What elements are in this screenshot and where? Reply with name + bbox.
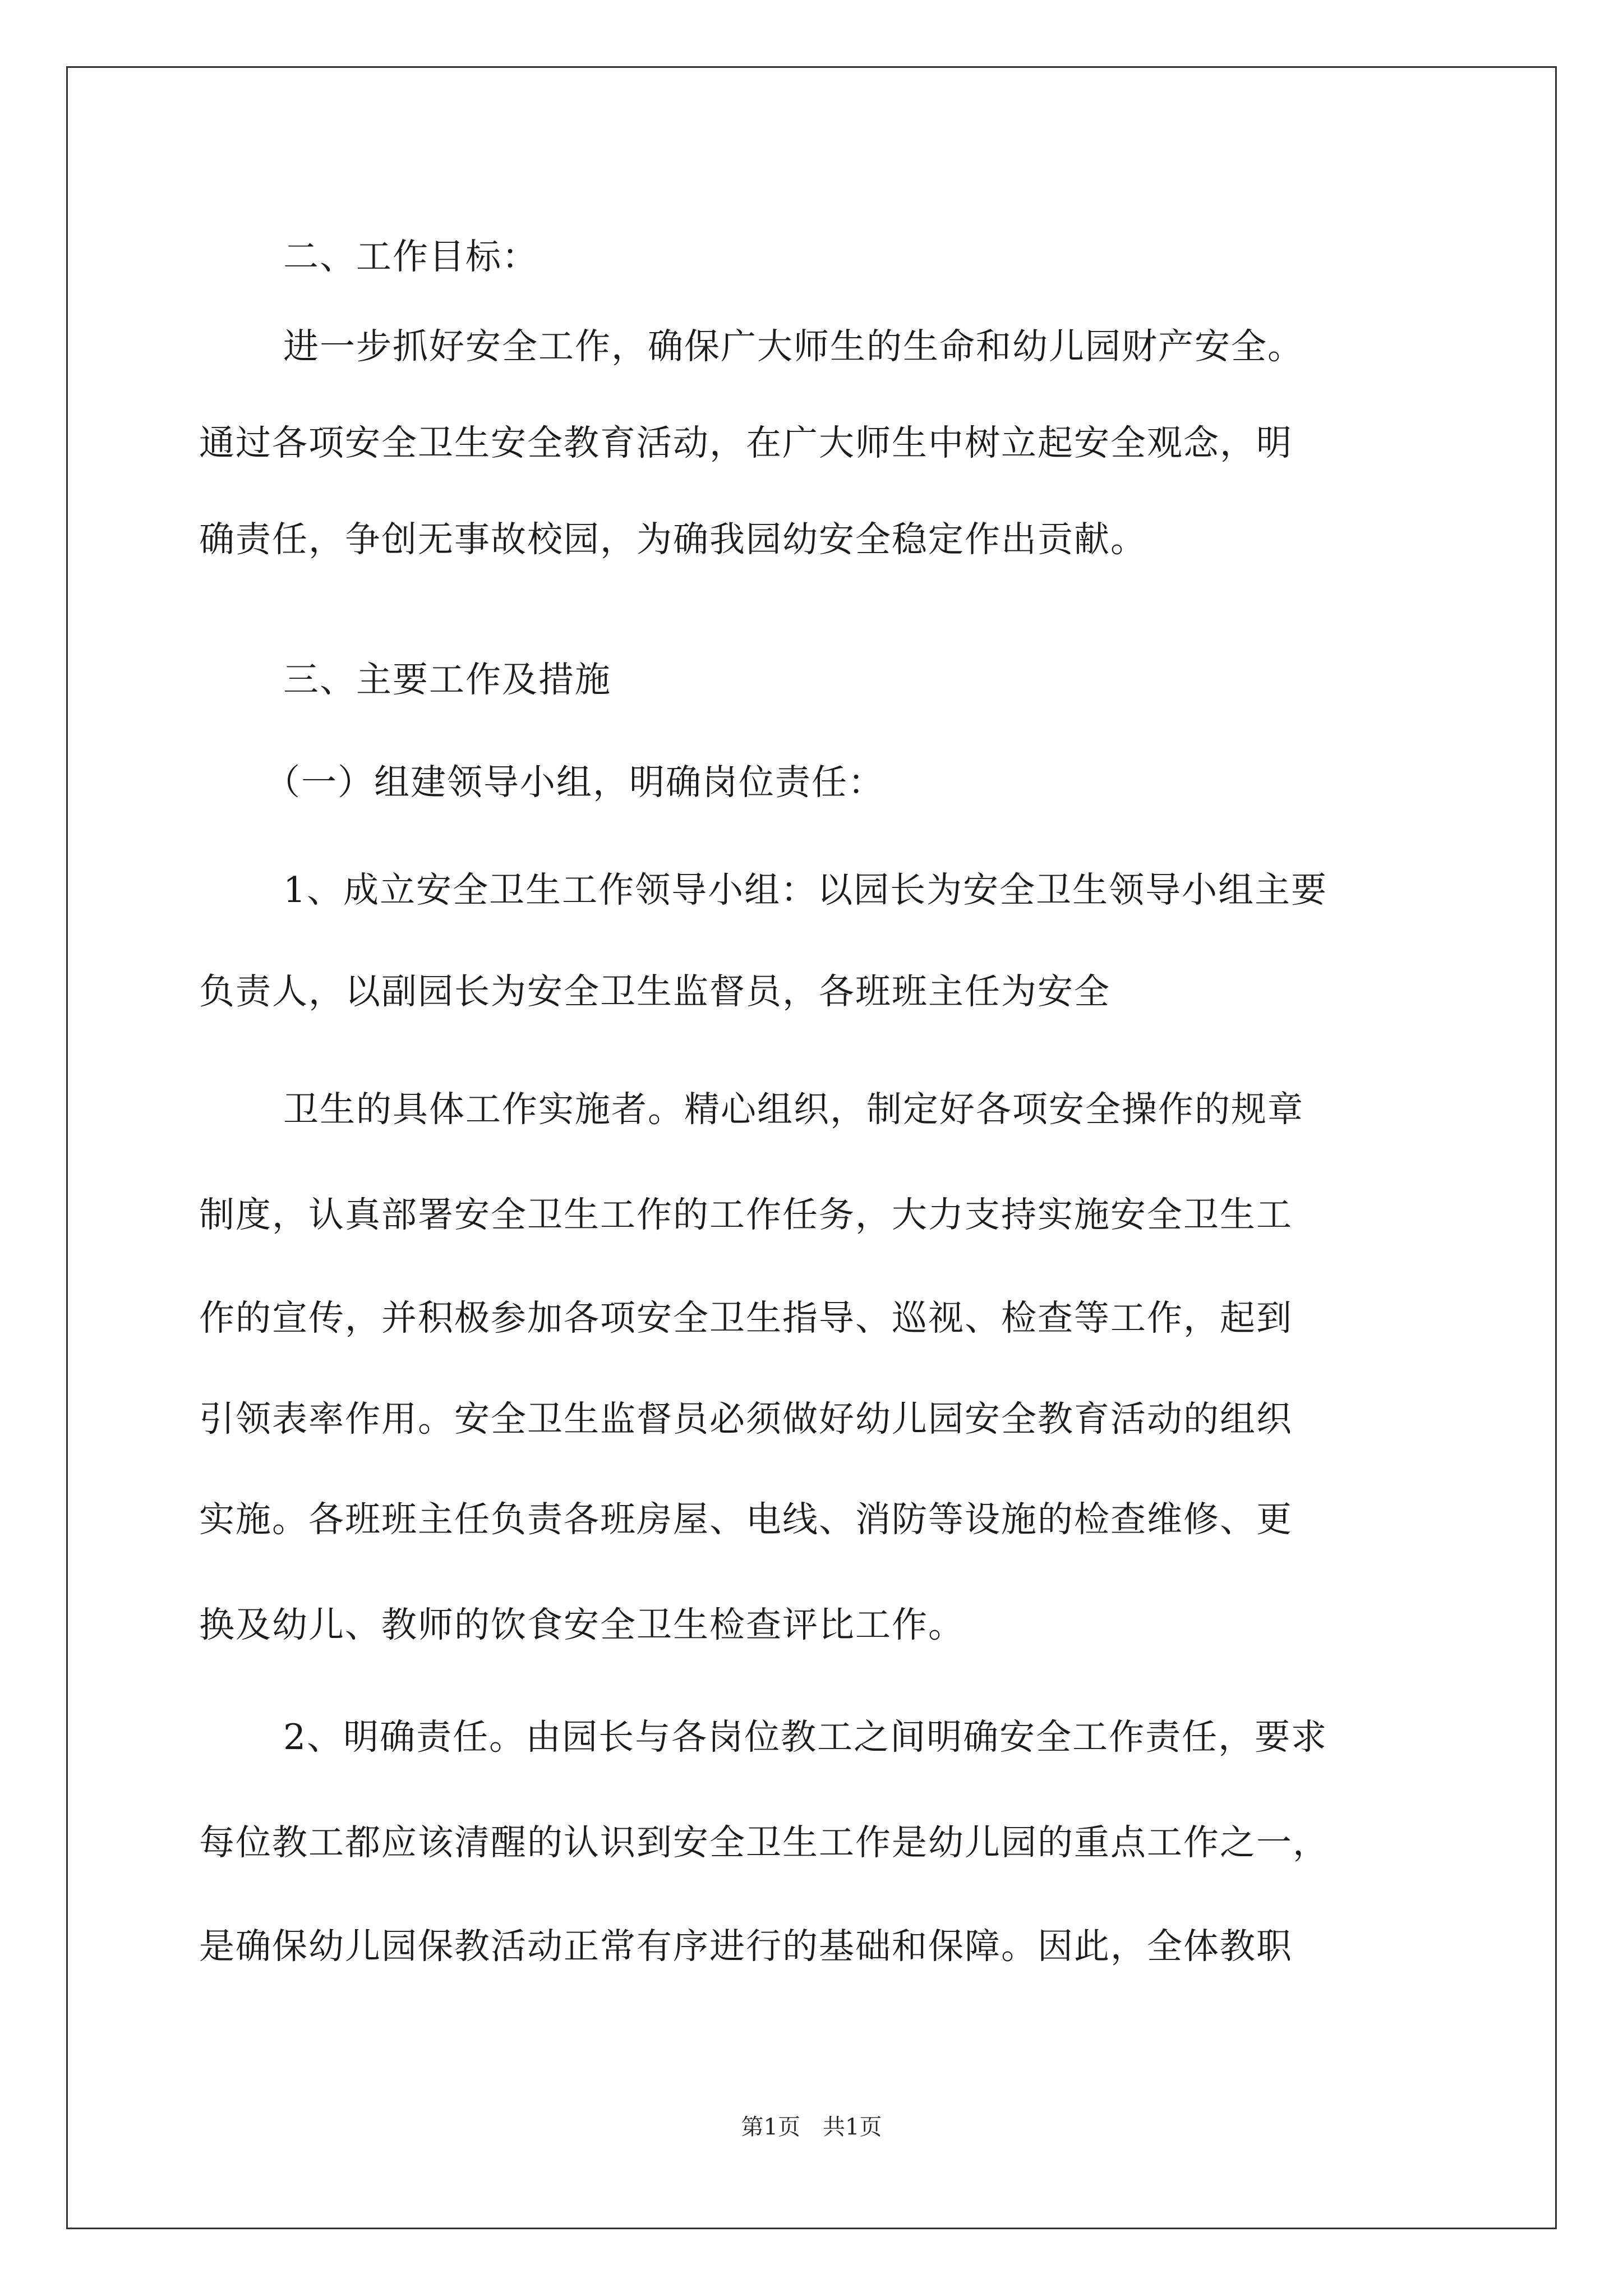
- paragraph-line: 引领表率作用。安全卫生监督员必须做好幼儿园安全教育活动的组织: [199, 1398, 1293, 1439]
- page-border: [66, 66, 1557, 2229]
- paragraph-line: 确责任，争创无事故校园，为确我园幼安全稳定作出贡献。: [199, 519, 1147, 560]
- paragraph-line: 换及幼儿、教师的饮食安全卫生检查评比工作。: [199, 1604, 965, 1645]
- paragraph-line: 通过各项安全卫生安全教育活动，在广大师生中树立起安全观念，明: [199, 422, 1293, 463]
- page-footer: 第1页 共1页: [741, 2114, 882, 2140]
- paragraph-line: 实施。各班班主任负责各班房屋、电线、消防等设施的检查维修、更: [199, 1499, 1293, 1540]
- paragraph-line: 负责人，以副园长为安全卫生监督员，各班班主任为安全: [199, 971, 1110, 1012]
- paragraph-line: 是确保幼儿园保教活动正常有序进行的基础和保障。因此，全体教职: [199, 1926, 1293, 1967]
- paragraph-line: 1、成立安全卫生工作领导小组：以园长为安全卫生领导小组主要: [283, 869, 1328, 910]
- paragraph-line: 制度，认真部署安全卫生工作的工作任务，大力支持实施安全卫生工: [199, 1194, 1293, 1235]
- paragraph-line: 进一步抓好安全工作，确保广大师生的生命和幼儿园财产安全。: [283, 326, 1304, 367]
- paragraph-line: 卫生的具体工作实施者。精心组织，制定好各项安全操作的规章: [283, 1089, 1304, 1130]
- paragraph-line: 2、明确责任。由园长与各岗位教工之间明确安全工作责任，要求: [283, 1717, 1328, 1757]
- paragraph-line: 作的宣传，并积极参加各项安全卫生指导、巡视、检查等工作，起到: [199, 1297, 1293, 1338]
- section-heading-measures: 三、主要工作及措施: [283, 659, 611, 700]
- paragraph-line: 每位教工都应该清醒的认识到安全卫生工作是幼儿园的重点工作之一，: [199, 1822, 1329, 1863]
- section-heading-goals: 二、工作目标：: [283, 236, 538, 277]
- subsection-heading: （一）组建领导小组，明确岗位责任：: [265, 762, 884, 803]
